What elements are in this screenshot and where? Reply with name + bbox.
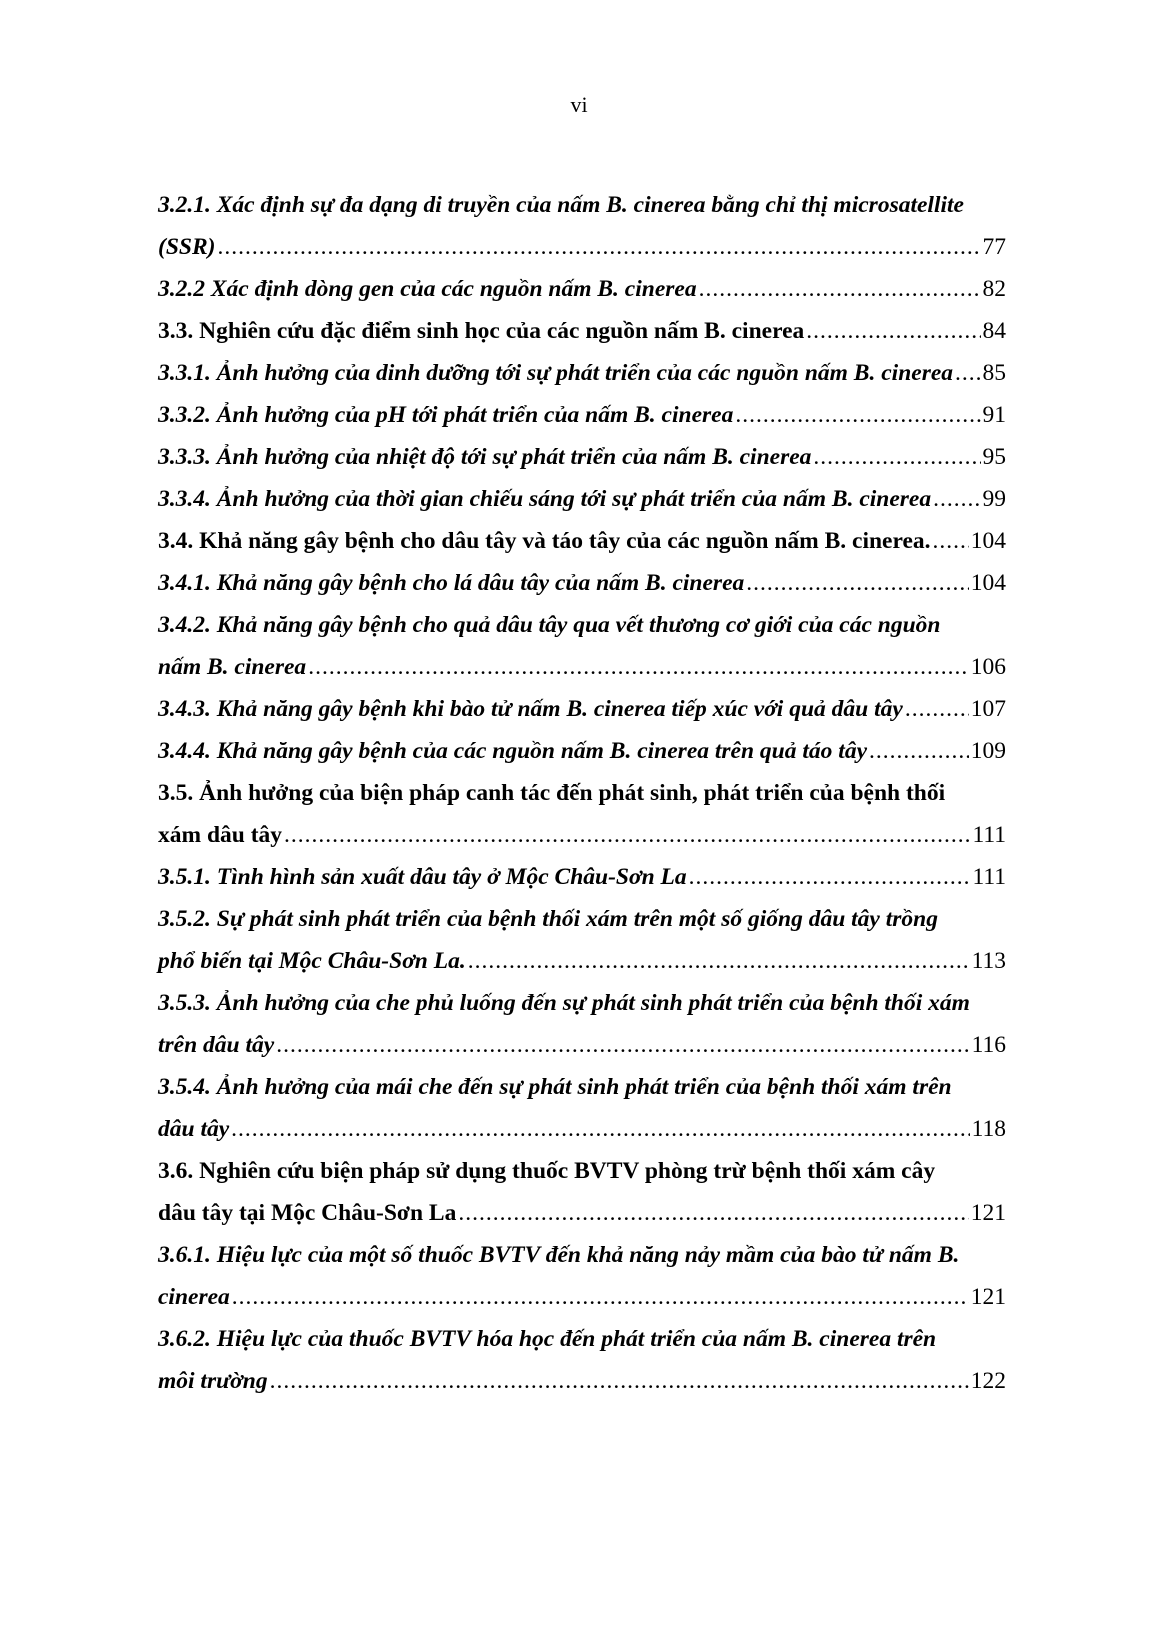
- dot-leader: [217, 226, 980, 268]
- toc-entry[interactable]: [158, 1234, 1006, 1318]
- toc-entry[interactable]: [158, 1066, 1006, 1150]
- toc-entry-title: 3.3. Nghiên cứu đặc điểm sinh học của các nguồn nấm B. cinerea: [158, 318, 805, 344]
- toc-page-number: 111: [972, 822, 1006, 848]
- toc-entry-title: 3.4.3. Khả năng gây bệnh khi bào tử nấm B. cinerea tiếp xúc với quả dâu tây: [158, 696, 903, 722]
- toc-page-number: 91: [982, 402, 1006, 428]
- toc-entry-title: phổ biến tại Mộc Châu-Sơn La.: [158, 948, 466, 974]
- toc-entry[interactable]: [158, 394, 1006, 436]
- dot-leader: [232, 1276, 969, 1318]
- toc-entry-title: xám dâu tây: [158, 822, 283, 848]
- toc-entry-title-line: 3.4.2. Khả năng gây bệnh cho quả dâu tây qua vết thương cơ giới của các nguồn: [158, 612, 941, 638]
- toc-entry-title-line: 3.6. Nghiên cứu biện pháp sử dụng thuốc BVTV phòng trừ bệnh thối xám cây: [158, 1158, 936, 1184]
- toc-entry-title-line: 3.5.3. Ảnh hưởng của che phủ luống đến sự phát sinh phát triển của bệnh thối xám: [158, 990, 970, 1016]
- toc-entry-title-line: 3.5. Ảnh hưởng của biện pháp canh tác đến phát sinh, phát triển của bệnh thối: [158, 780, 946, 806]
- toc-page-number: 118: [971, 1116, 1006, 1142]
- table-of-contents: [158, 184, 1006, 1402]
- toc-page-number: 109: [970, 738, 1006, 764]
- toc-page-number: 85: [982, 360, 1006, 386]
- dot-leader: [735, 394, 980, 436]
- dot-leader: [468, 940, 970, 982]
- toc-page-number: 122: [970, 1368, 1006, 1394]
- toc-page-number: 95: [982, 444, 1006, 470]
- toc-entry-title: 3.2.2 Xác định dòng gen của các nguồn nấm B. cinerea: [158, 276, 697, 302]
- toc-entry-title: nấm B. cinerea: [158, 654, 307, 680]
- toc-entry[interactable]: [158, 982, 1006, 1066]
- toc-page-number: 121: [970, 1284, 1006, 1310]
- toc-entry[interactable]: [158, 352, 1006, 394]
- toc-entry-title: (SSR): [158, 234, 216, 260]
- toc-page-number: 106: [970, 654, 1006, 680]
- dot-leader: [806, 310, 980, 352]
- toc-entry-title-line: 3.6.1. Hiệu lực của một số thuốc BVTV đến khả năng nảy mầm của bào tử nấm B.: [158, 1242, 960, 1268]
- toc-entry-title-line: 3.2.1. Xác định sự đa dạng di truyền của nấm B. cinerea bằng chỉ thị microsatellite: [158, 192, 964, 218]
- toc-entry-title: 3.3.1. Ảnh hưởng của dinh dưỡng tới sự phát triển của các nguồn nấm B. cinerea: [158, 360, 954, 386]
- dot-leader: [955, 352, 980, 394]
- toc-entry-title: 3.4. Khả năng gây bệnh cho dâu tây và táo tây của các nguồn nấm B. cinerea.: [158, 528, 931, 554]
- toc-page-number: 82: [982, 276, 1006, 302]
- toc-entry[interactable]: [158, 478, 1006, 520]
- toc-page-number: 104: [970, 528, 1006, 554]
- toc-entry-title: 3.4.4. Khả năng gây bệnh của các nguồn nấm B. cinerea trên quả táo tây: [158, 738, 867, 764]
- toc-entry-title: trên dâu tây: [158, 1032, 275, 1058]
- toc-entry-title-line: 3.5.2. Sự phát sinh phát triển của bệnh thối xám trên một số giống dâu tây trồng: [158, 906, 938, 932]
- dot-leader: [933, 478, 980, 520]
- dot-leader: [933, 520, 969, 562]
- dot-leader: [689, 856, 971, 898]
- dot-leader: [231, 1108, 969, 1150]
- toc-entry[interactable]: [158, 268, 1006, 310]
- dot-leader: [276, 1024, 969, 1066]
- toc-entry-title: môi trường: [158, 1368, 268, 1394]
- dot-leader: [905, 688, 969, 730]
- toc-entry[interactable]: [158, 772, 1006, 856]
- toc-entry-title: cinerea: [158, 1284, 230, 1310]
- toc-entry[interactable]: [158, 604, 1006, 688]
- toc-entry[interactable]: [158, 1318, 1006, 1402]
- toc-entry-title: 3.3.3. Ảnh hưởng của nhiệt độ tới sự phát triển của nấm B. cinerea: [158, 444, 812, 470]
- toc-entry[interactable]: [158, 688, 1006, 730]
- dot-leader: [458, 1192, 968, 1234]
- toc-entry-title: 3.4.1. Khả năng gây bệnh cho lá dâu tây của nấm B. cinerea: [158, 570, 745, 596]
- toc-page-number: 104: [970, 570, 1006, 596]
- toc-page-number: 99: [982, 486, 1006, 512]
- toc-entry-title: 3.3.2. Ảnh hưởng của pH tới phát triển của nấm B. cinerea: [158, 402, 734, 428]
- dot-leader: [699, 268, 981, 310]
- toc-page-number: 116: [971, 1032, 1006, 1058]
- toc-page-number: 107: [970, 696, 1006, 722]
- dot-leader: [308, 646, 969, 688]
- toc-entry[interactable]: [158, 562, 1006, 604]
- toc-entry[interactable]: [158, 184, 1006, 268]
- toc-entry-title: 3.5.1. Tình hình sản xuất dâu tây ở Mộc Châu-Sơn La: [158, 864, 687, 890]
- dot-leader: [869, 730, 969, 772]
- toc-page-number: 121: [970, 1200, 1006, 1226]
- dot-leader: [284, 814, 970, 856]
- toc-entry[interactable]: [158, 436, 1006, 478]
- dot-leader: [270, 1360, 969, 1402]
- toc-page-number: 84: [982, 318, 1006, 344]
- toc-page-number: 111: [972, 864, 1006, 890]
- toc-entry-title-line: 3.6.2. Hiệu lực của thuốc BVTV hóa học đến phát triển của nấm B. cinerea trên: [158, 1326, 937, 1352]
- toc-entry[interactable]: [158, 310, 1006, 352]
- toc-entry[interactable]: [158, 898, 1006, 982]
- dot-leader: [746, 562, 969, 604]
- toc-entry-title: dâu tây tại Mộc Châu-Sơn La: [158, 1200, 457, 1226]
- toc-entry[interactable]: [158, 520, 1006, 562]
- toc-entry[interactable]: [158, 856, 1006, 898]
- dot-leader: [813, 436, 980, 478]
- toc-entry-title-line: 3.5.4. Ảnh hưởng của mái che đến sự phát sinh phát triển của bệnh thối xám trên: [158, 1074, 952, 1100]
- toc-entry-title: dâu tây: [158, 1116, 230, 1142]
- toc-entry[interactable]: [158, 730, 1006, 772]
- toc-entry[interactable]: [158, 1150, 1006, 1234]
- toc-page-number: 113: [971, 948, 1006, 974]
- toc-page-number: 77: [982, 234, 1006, 260]
- toc-entry-title: 3.3.4. Ảnh hưởng của thời gian chiếu sáng tới sự phát triển của nấm B. cinerea: [158, 486, 932, 512]
- page-number: vi: [570, 92, 588, 117]
